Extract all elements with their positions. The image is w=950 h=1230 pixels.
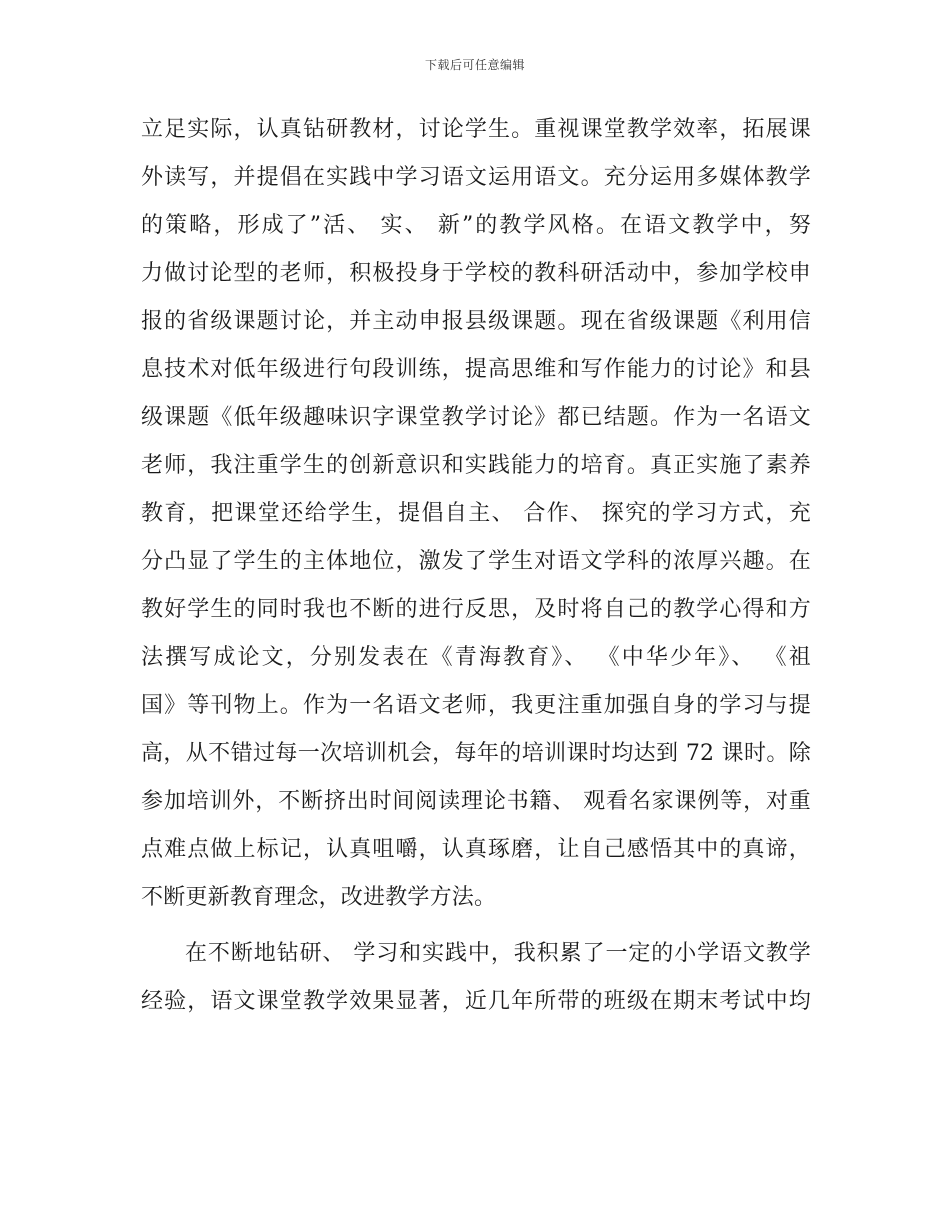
text-line: 法撰写成论文，分别发表在《青海教育》、 《中华少年》、 《祖 xyxy=(141,645,811,670)
text-line: 点难点做上标记，认真咀嚼，认真琢磨，让自己感悟其中的真谛， xyxy=(141,837,811,862)
text-line: 教育，把课堂还给学生，提倡自主、 合作、 探究的学习方式，充 xyxy=(141,501,811,526)
text-line: 不断更新教育理念，改进教学方法。 xyxy=(141,885,497,910)
text-line: 力做讨论型的老师，积极投身于学校的教科研活动中，参加学校申 xyxy=(141,261,811,286)
text-line: 经验，语文课堂教学效果显著，近几年所带的班级在期末考试中均 xyxy=(141,989,811,1014)
paragraph-2 xyxy=(141,930,811,1026)
text-line: 报的省级课题讨论，并主动申报县级课题。现在省级课题《利用信 xyxy=(141,309,811,334)
paragraph-1 xyxy=(141,106,811,922)
text-line: 的策略，形成了”活、 实、 新”的教学风格。在语文教学中，努 xyxy=(141,213,811,238)
text-line: 分凸显了学生的主体地位，激发了学生对语文学科的浓厚兴趣。在 xyxy=(141,549,811,574)
text-line: 国》等刊物上。作为一名语文老师，我更注重加强自身的学习与提 xyxy=(141,693,811,718)
text-line: 参加培训外，不断挤出时间阅读理论书籍、 观看名家课例等，对重 xyxy=(141,789,811,814)
text-line: 老师，我注重学生的创新意识和实践能力的培育。真正实施了素养 xyxy=(141,453,811,478)
page-header: 下载后可任意编辑 xyxy=(424,58,525,72)
text-line: 外读写，并提倡在实践中学习语文运用语文。充分运用多媒体教学 xyxy=(141,165,811,190)
text-line: 教好学生的同时我也不断的进行反思，及时将自己的教学心得和方 xyxy=(141,597,811,622)
text-line: 息技术对低年级进行句段训练，提高思维和写作能力的讨论》和县 xyxy=(141,357,811,382)
text-line: 立足实际，认真钻研教材，讨论学生。重视课堂教学效率，拓展课 xyxy=(141,117,811,142)
text-line: 在不断地钻研、 学习和实践中，我积累了一定的小学语文教学 xyxy=(185,941,811,966)
paragraph-gap xyxy=(141,922,811,930)
document-body xyxy=(141,106,811,1026)
text-line: 级课题《低年级趣味识字课堂教学讨论》都已结题。作为一名语文 xyxy=(141,405,811,430)
text-line: 高，从不错过每一次培训机会，每年的培训课时均达到 72 课时。除 xyxy=(141,741,811,766)
